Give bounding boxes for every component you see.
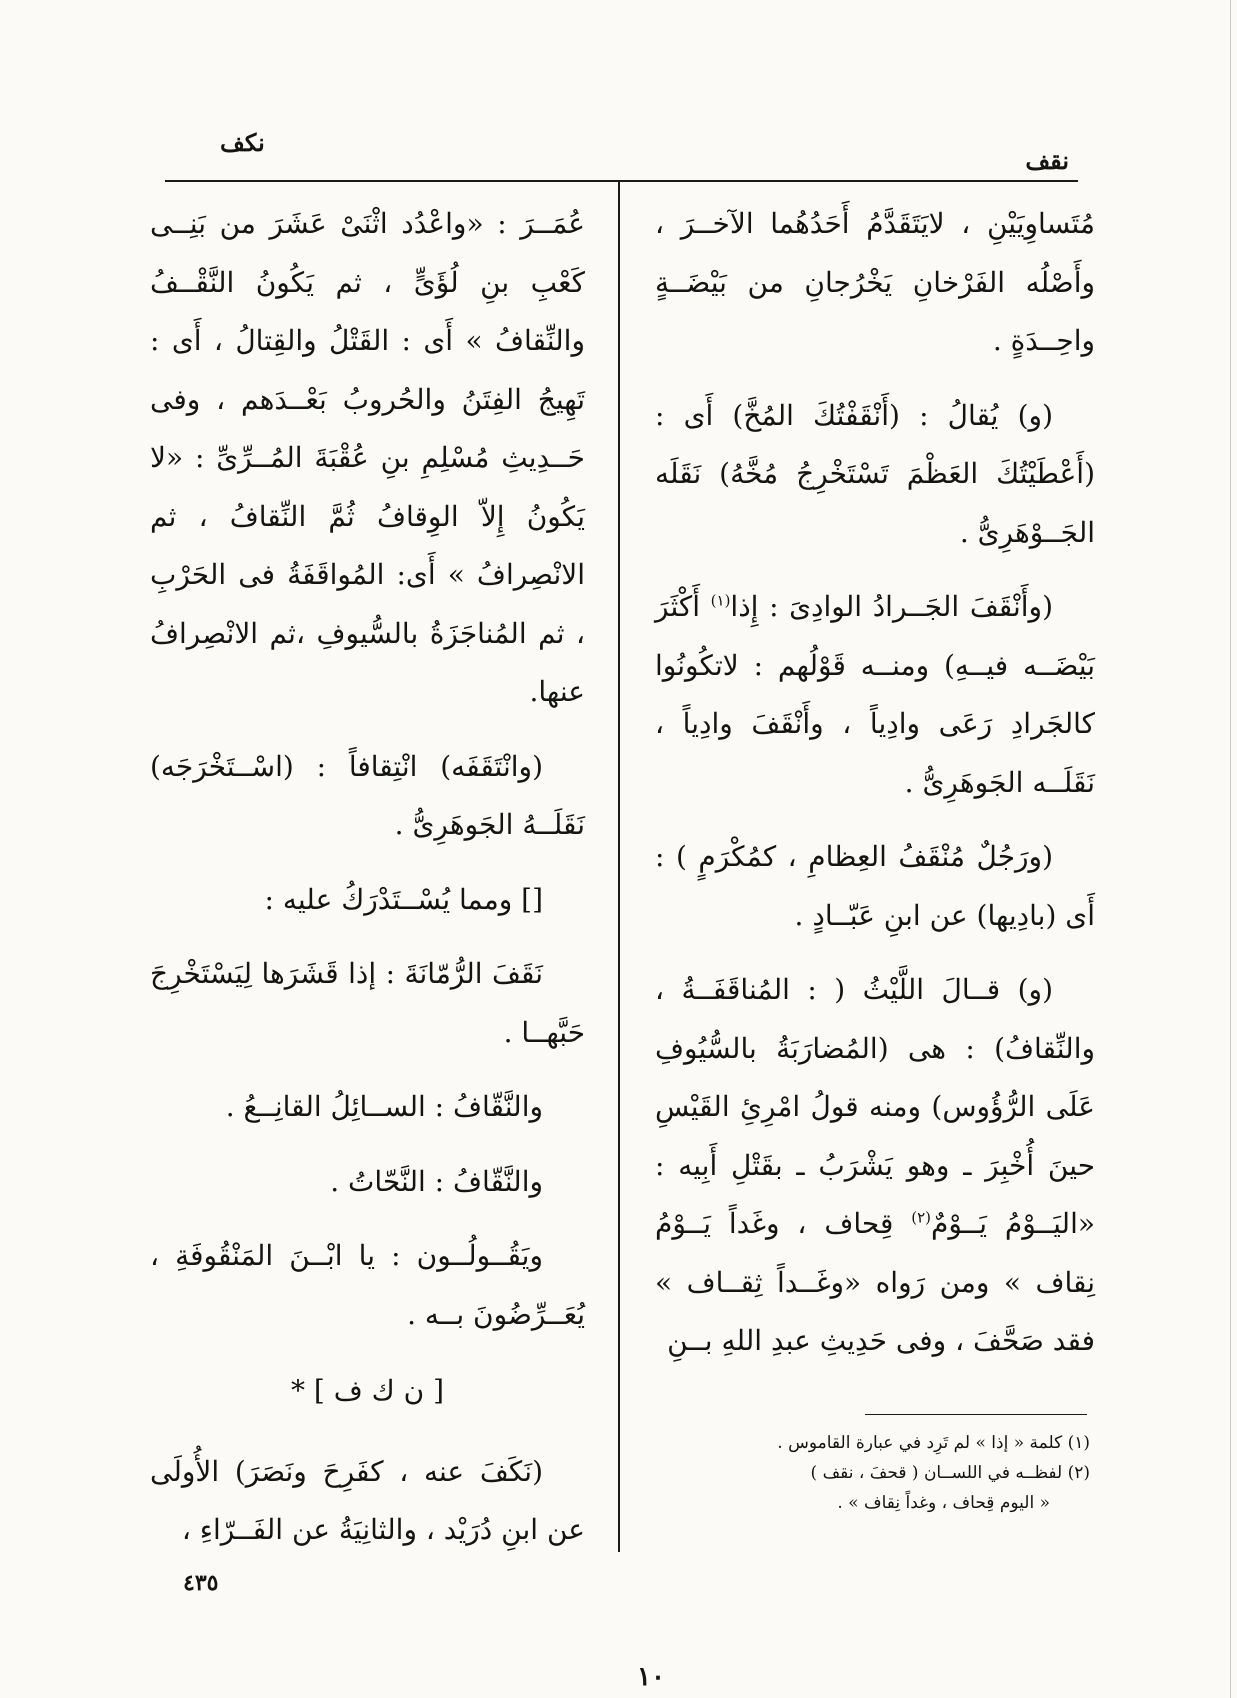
left-column-header: نكف — [220, 128, 265, 157]
page-number: ٤٣٥ — [183, 1570, 219, 1596]
entry-heading: [ ن ك ف ] * — [290, 1374, 444, 1407]
footnote-rule — [865, 1414, 1087, 1415]
footnote-ref-2: (٢) — [911, 1208, 932, 1227]
left-paragraph-7: ويَقُــولُــون : يا ابْــنَ المَنْقُوفَةِ ، يُعَــرِّضُونَ بــه . — [150, 1239, 585, 1331]
left-paragraph-3: [] ومما يُسْــتَدْرَكُ عليه : — [264, 882, 543, 916]
left-paragraph-1: عُمَــرَ : «واعْدُد اثْنَىْ عَشَرَ من بَنِــى كَعْبِ بنِ لُؤَىٍّ ، ثم يَكُونُ النَّقْــفُ والنِّقافُ » أَى : القَتْلُ والقِتالُ ، أَى : تَهِيجُ الفِتَنُ والحُروبُ بَعْــدَهم ، وفى حَــدِيثِ مُسْلِمِ بنِ عُقْبَةَ المُــرِّىِّ : «لا يَكُونُ إِلاّ الوِقافُ ثُمَّ النِّقافُ ، ثم الانْصِرافُ » أَى: المُواقَفَةُ فى الحَرْبِ ، ثم المُناجَزَةُ بالسُّيوفِ ،ثم الانْصِرافُ عنها. — [150, 207, 585, 708]
left-paragraph-4: نَقَفَ الرُّمّانَةَ : إذا قَشَرَها لِيَسْتَخْرِجَ حَبَّهــا . — [150, 957, 585, 1049]
right-column — [655, 195, 1095, 1387]
footnote-1: (١) كلمة « إذا » لم تَرِد في عبارة القاموس . — [777, 1433, 1090, 1453]
left-paragraph-6: والنَّقّافُ : النَّحّاتُ . — [330, 1164, 543, 1198]
left-paragraph-5: والنَّقّافُ : الســائِلُ القانِــعُ . — [225, 1090, 543, 1123]
header-rule — [165, 180, 1078, 182]
right-paragraph-1: مُتَساوِيَيْنِ ، لايَتَقَدَّمُ أَحَدُهُما الآخــرَ ، وأَصْلُه الفَرْخانِ يَخْرُجانِ من بَيْضَــةٍ واحِــدَةٍ . — [655, 207, 1095, 357]
right-paragraph-5-end: قِحاف ، وغَداً يَــوْمُ نِقاف » ومن رَواه «وغَــداً ثِقــاف » فقد صَحَّفَ ، وفى حَدِيثِ عبدِ اللهِ بــنِ — [655, 1207, 1095, 1357]
right-paragraph-3 — [655, 578, 1095, 812]
footnote-ref-1: (١) — [710, 591, 731, 610]
right-paragraph-3-start: (وأَنْقَفَ الجَــرادُ الوادِىَ : إِذا — [730, 590, 1053, 623]
left-column — [150, 195, 585, 1576]
footnote-2-continuation: « اليوم قِحاف ، وغداً نِقاف » . — [837, 1493, 1050, 1513]
page-edge-line — [1230, 0, 1231, 1698]
footnotes — [660, 1428, 1090, 1518]
left-paragraph-8: (نَكَفَ عنه ، كفَرِحَ ونَصَرَ) الأُولَى عن ابنِ دُرَيْد ، والثانِيَةُ عن الفَــرّاءِ ، — [150, 1454, 585, 1546]
column-divider — [618, 182, 620, 1552]
right-paragraph-3-end: أَكْثَرَ بَيْضَــه فيــهِ) ومنــه قَوْلُهم : لاتكُونُوا كالجَرادِ رَعَى وادِياً ، وأَنْقَفَ وادِياً ، نَقَلَــه الجَوهَرِىُّ . — [655, 590, 1095, 799]
left-paragraph-2: (وانْتَقَفَه) انْتِقافاً : (اسْــتَخْرَجَه) نَقَلَــهُ الجَوهَرِىُّ . — [150, 749, 585, 841]
right-paragraph-5 — [655, 961, 1095, 1371]
right-column-header: نقف — [1025, 146, 1069, 175]
right-paragraph-5-start: (و) قــالَ اللَّيْثُ ( : المُناقَفَــةُ ، والنِّقافُ) : هى (المُضارَبَةُ بالسُّيُوفِ عَلَى الرُّؤُوس) ومنه قولُ امْرِئِ القَيْسِ حينَ أُخْبِرَ ـ وهو يَشْرَبُ ـ بقَتْلِ أَبِيه : «اليَــوْمُ يَــوْمٌ — [655, 973, 1095, 1240]
right-paragraph-4: (ورَجُلٌ مُنْقَفُ العِظامِ ، كمُكْرَمٍ ) : أَى (بادِيها) عن ابنِ عَبّــادٍ . — [655, 840, 1095, 932]
bottom-signature-mark: ١٠ — [637, 1662, 665, 1692]
footnote-2: (٢) لفظــه في اللســان ( قحفَ ، نقف ) — [810, 1463, 1090, 1483]
right-paragraph-2: (و) يُقالُ : (أَنْقَفْتُكَ المُخَّ) أَى : (أَعْطَيْتُكَ العَظْمَ تَسْتَخْرِجُ مُخَّهُ) نَقَلَه الجَــوْهَرِىُّ . — [655, 398, 1095, 549]
